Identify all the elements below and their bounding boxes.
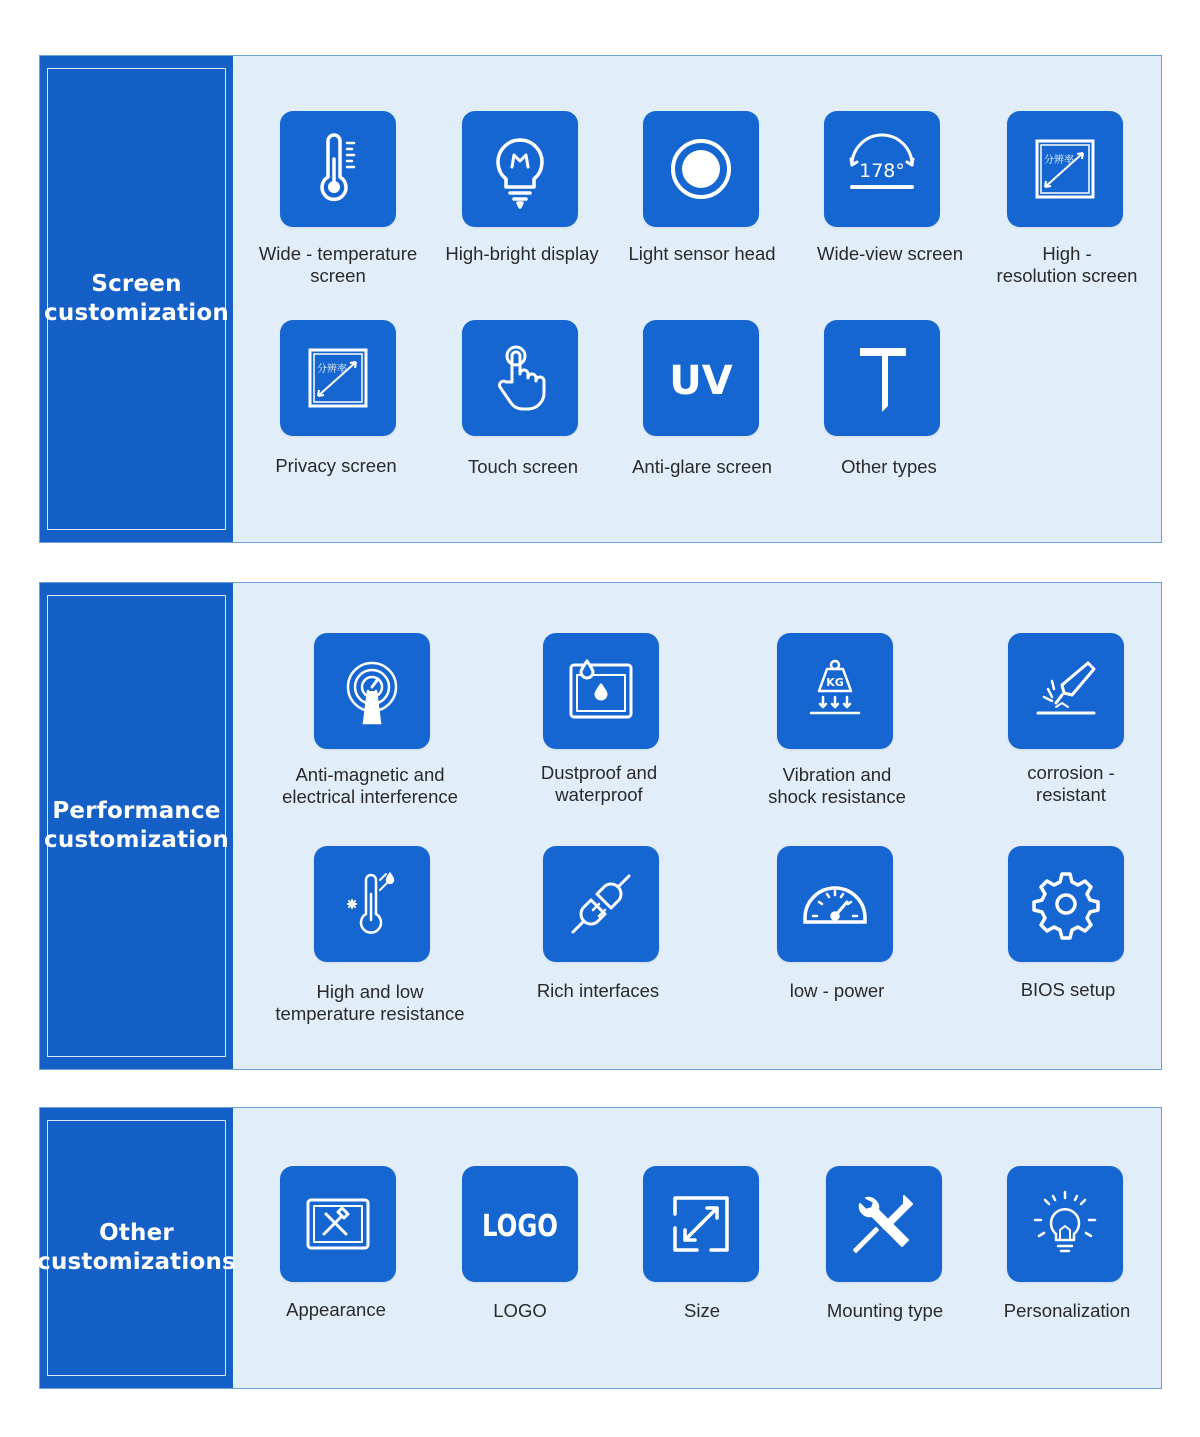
temperature-range-icon — [314, 846, 430, 962]
item-label: Personalization — [1003, 1300, 1131, 1321]
svg-text:178°: 178° — [859, 160, 905, 182]
light-bulb-icon — [462, 111, 578, 227]
item-label: Size — [684, 1300, 720, 1321]
item-label: low - power — [789, 980, 885, 1001]
item-label: Touch screen — [467, 456, 579, 477]
item-label: Wide - temperature screen — [258, 243, 418, 286]
section-title: Performance customization — [44, 798, 229, 853]
resolution-icon — [1007, 111, 1123, 227]
item-label: Dustproof and waterproof — [540, 762, 658, 805]
gauge-icon — [777, 846, 893, 962]
svg-text:分辨率: 分辨率 — [317, 364, 347, 375]
item-label: Vibration and shock resistance — [768, 764, 906, 807]
resize-arrows-icon — [643, 1166, 759, 1282]
item-label: Appearance — [286, 1299, 386, 1320]
section-sidebar — [37, 1108, 236, 1388]
privacy-screen-icon — [280, 320, 396, 436]
sidebar-frame — [44, 68, 229, 530]
item-label: High-bright display — [445, 243, 599, 264]
signal-tower-icon — [314, 633, 430, 749]
item-label: Wide-view screen — [817, 243, 963, 264]
performance-customization-section — [39, 582, 1162, 1070]
item-label: High and low temperature resistance — [275, 981, 465, 1024]
idea-bulb-icon — [1007, 1166, 1123, 1282]
weight-kg-icon — [777, 633, 893, 749]
thermometer-icon — [280, 111, 396, 227]
item-label: Anti-magnetic and electrical interference — [282, 764, 458, 807]
svg-text:分辨率: 分辨率 — [1044, 155, 1074, 166]
item-label: BIOS setup — [1020, 979, 1116, 1000]
svg-text:UV: UV — [669, 358, 733, 404]
svg-text:KG: KG — [826, 676, 844, 689]
screen-customization-section — [39, 55, 1162, 543]
uv-icon — [643, 320, 759, 436]
viewing-angle-icon — [824, 111, 940, 227]
other-customizations-section — [39, 1107, 1162, 1389]
item-label: corrosion - resistant — [1027, 762, 1115, 805]
item-label: Mounting type — [826, 1300, 944, 1321]
logo-text-icon — [462, 1166, 578, 1282]
gear-icon — [1008, 846, 1124, 962]
corrosion-tube-icon — [1008, 633, 1124, 749]
item-label: Privacy screen — [275, 455, 397, 476]
section-title: Other customizations — [37, 1220, 236, 1275]
sidebar-frame — [44, 595, 229, 1057]
plug-icon — [543, 846, 659, 962]
sensor-circle-icon — [643, 111, 759, 227]
section-sidebar — [40, 56, 233, 542]
sidebar-frame — [37, 1120, 236, 1376]
section-title: Screen customization — [44, 271, 229, 326]
item-label: Light sensor head — [628, 243, 776, 264]
svg-text:LOGO: LOGO — [482, 1209, 558, 1244]
touch-hand-icon — [462, 320, 578, 436]
item-label: High - resolution screen — [996, 243, 1138, 286]
item-label: Rich interfaces — [536, 980, 660, 1001]
t-letter-icon — [824, 320, 940, 436]
water-drop-screen-icon — [543, 633, 659, 749]
item-label: Anti-glare screen — [632, 456, 772, 477]
section-sidebar — [40, 583, 233, 1069]
item-label: Other types — [841, 456, 937, 477]
appearance-tools-icon — [280, 1166, 396, 1282]
item-label: LOGO — [493, 1300, 547, 1321]
wrench-screwdriver-icon — [826, 1166, 942, 1282]
